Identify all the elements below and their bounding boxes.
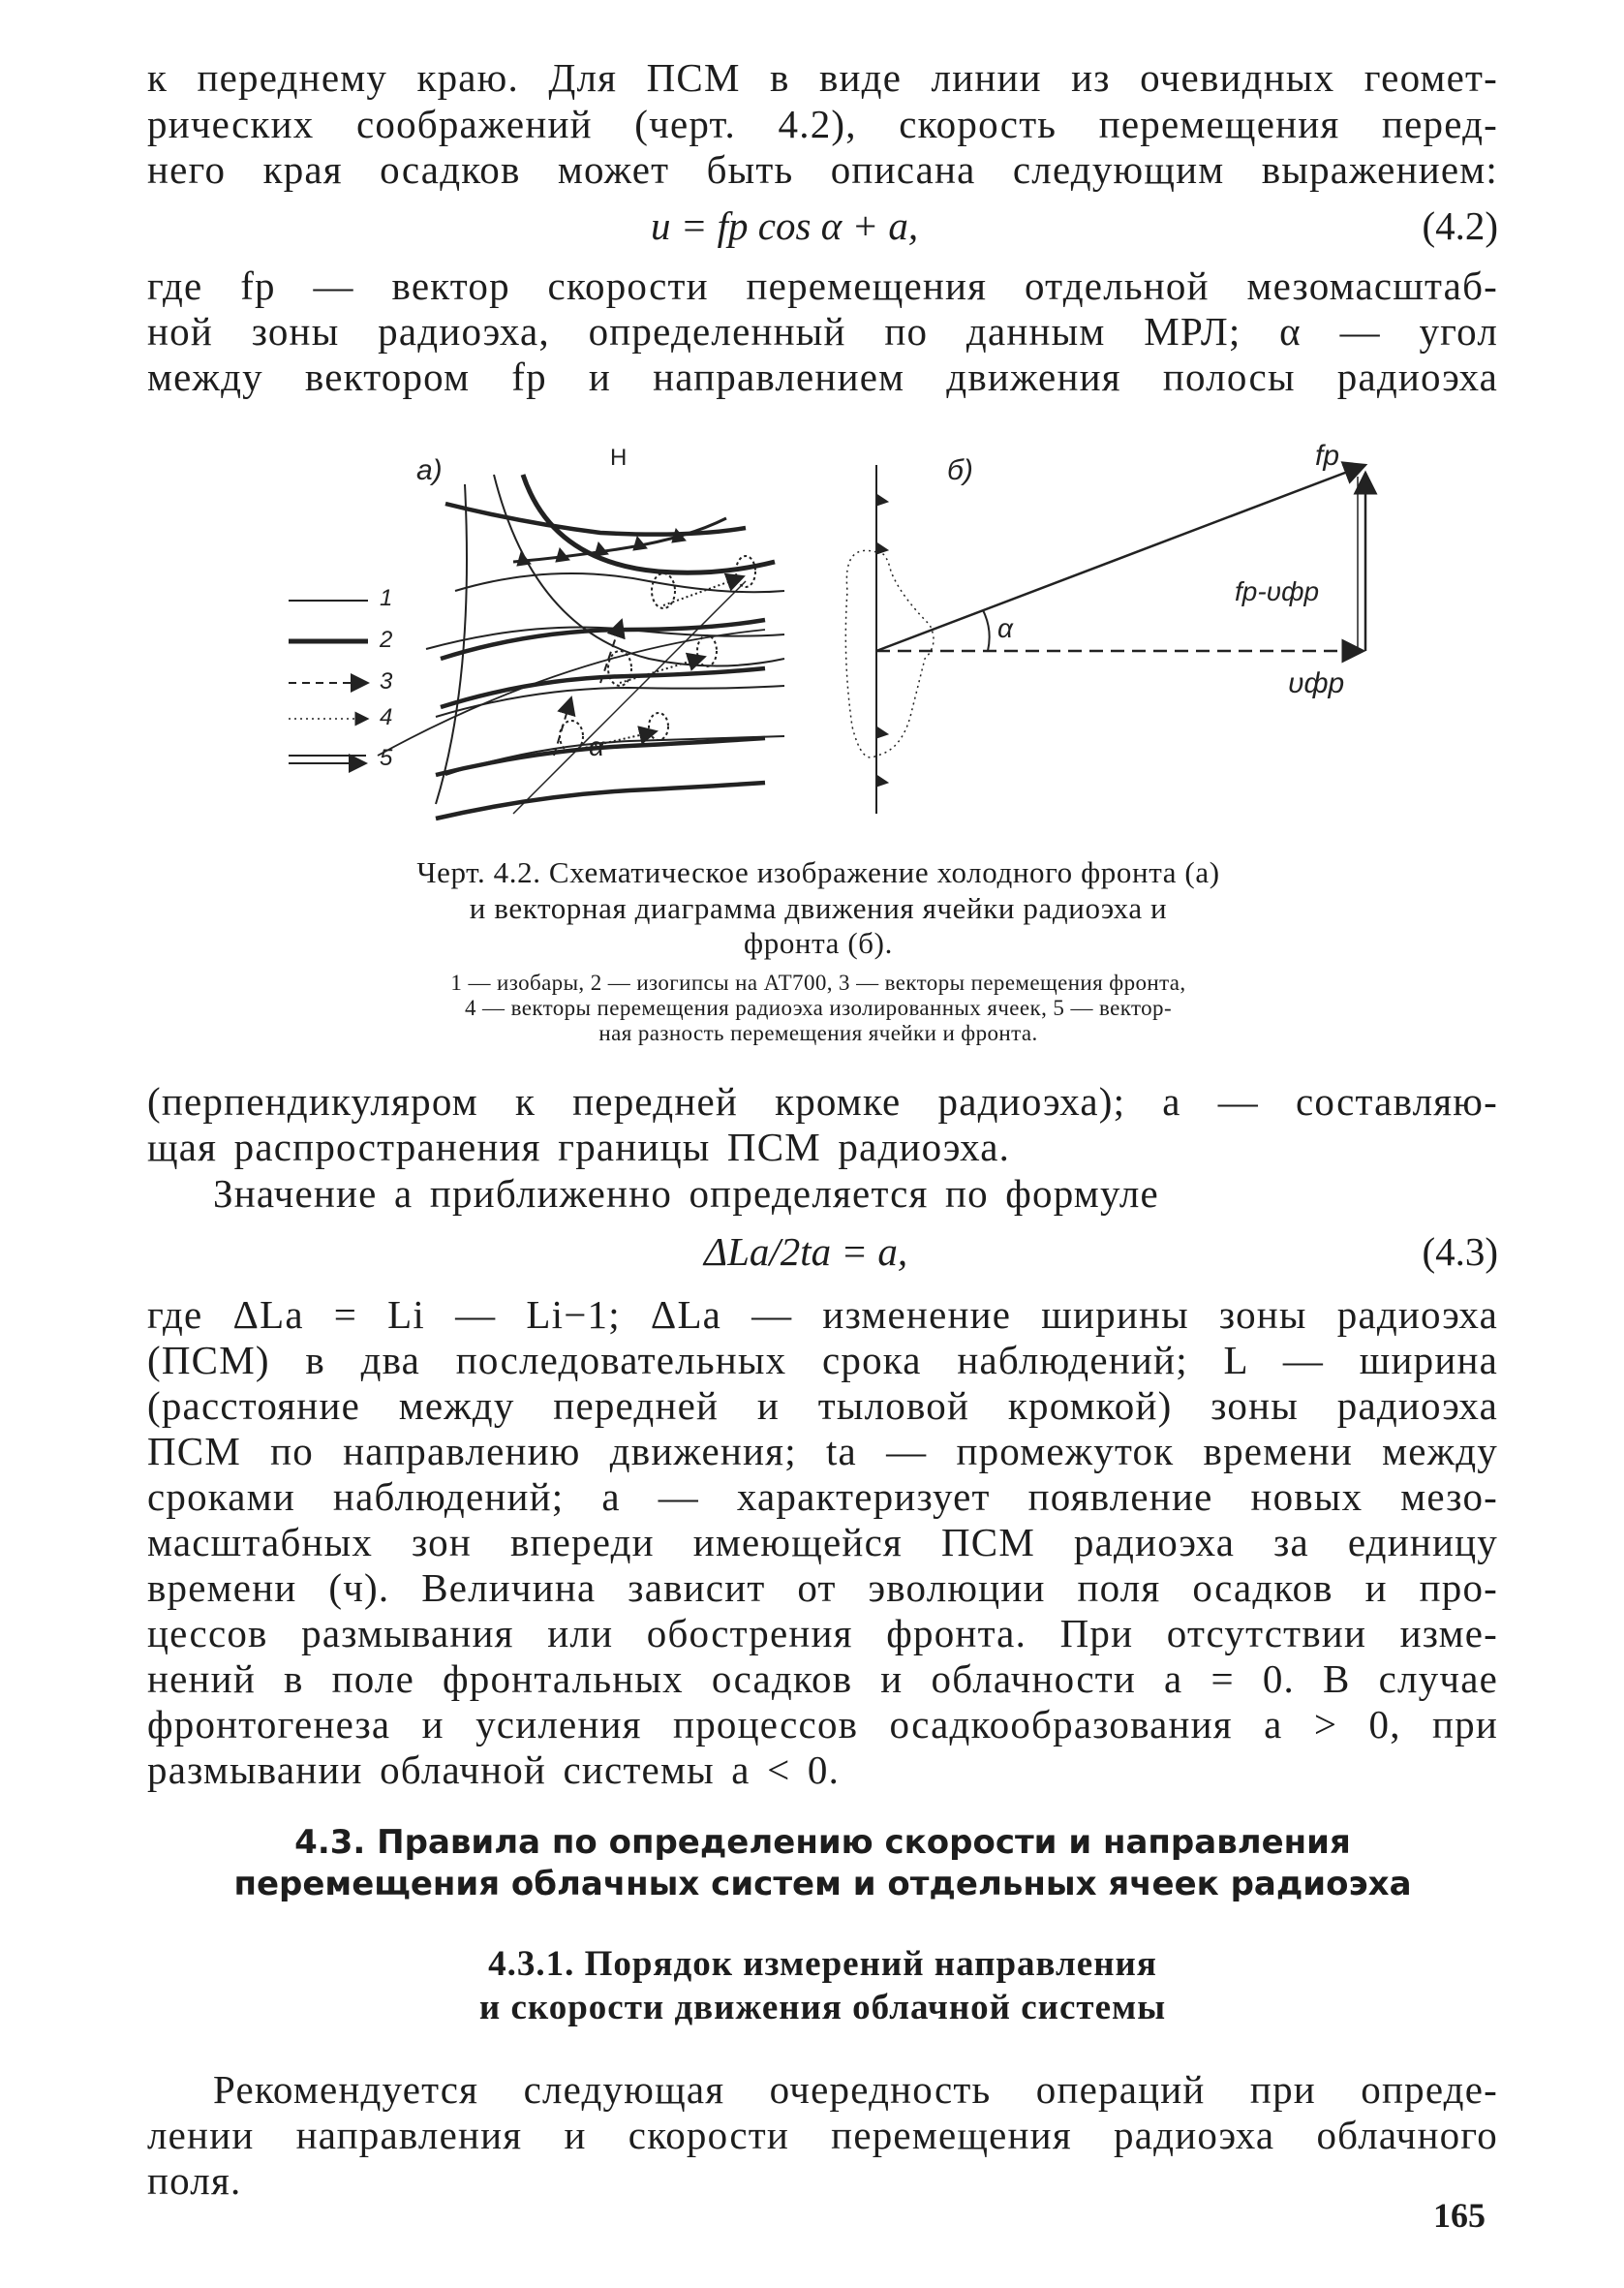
text-line: между вектором fр и направлением движения полосы радиоэха — [147, 355, 1498, 399]
pressure-low-label: Н — [610, 445, 628, 471]
panel-b-label: б) — [947, 454, 973, 486]
vector-fp-vfr-label: fр-υфр — [1235, 576, 1320, 606]
text-line: (перпендикуляром к передней кромке радиоэха); a — составляю- — [147, 1079, 1498, 1124]
figure-caption-note: 1 — изобары, 2 — изогипсы на АТ700, 3 — векторы перемещения фронта, — [450, 971, 1186, 995]
equation: u = fр cos α + a, — [651, 203, 919, 248]
text-line: поля. — [147, 2158, 242, 2203]
equation: ΔLa/2ta = a, — [704, 1229, 908, 1274]
text-line: Значение a приближенно определяется по формуле — [213, 1171, 1159, 1216]
figure-caption-note: 4 — векторы перемещения радиоэха изолированных ячеек, 5 — вектор- — [464, 996, 1172, 1020]
text-line: ПСМ по направлению движения; ta — промежуток времени между — [147, 1429, 1498, 1473]
alpha-label: α — [997, 613, 1013, 643]
text-line: рических соображений (черт. 4.2), скорость перемещения перед- — [147, 102, 1498, 146]
legend-number: 5 — [380, 745, 393, 771]
text-line: сроками наблюдений; a — характеризует появление новых мезо- — [147, 1474, 1498, 1519]
text-line: щая распространения границы ПСМ радиоэха. — [147, 1125, 1011, 1169]
figure-4-2 — [281, 436, 1385, 823]
text-line: размывании облачной системы a < 0. — [147, 1747, 841, 1792]
vector-vfr-label: υфр — [1288, 667, 1345, 699]
legend-number: 1 — [380, 585, 393, 611]
section-heading: 4.3. Правила по определению скорости и направления — [294, 1823, 1351, 1862]
vector-fp-label: fр — [1315, 440, 1340, 472]
text-line: к переднему краю. Для ПСМ в виде линии из очевидных геомет- — [147, 55, 1498, 100]
alpha-label: α — [589, 731, 604, 761]
text-line: (расстояние между передней и тыловой кромкой) зоны радиоэха — [147, 1383, 1498, 1428]
equation-number: (4.3) — [1422, 1229, 1498, 1274]
text-line: ной зоны радиоэха, определенный по данным МРЛ; α — угол — [147, 309, 1498, 354]
text-line: фронтогенеза и усиления процессов осадкообразования a > 0, при — [147, 1702, 1498, 1747]
figure-caption: Черт. 4.2. Схематическое изображение холодного фронта (а) — [416, 855, 1220, 889]
equation-number: (4.2) — [1422, 203, 1498, 248]
text-line: нений в поле фронтальных осадков и облачности a = 0. В случае — [147, 1656, 1498, 1701]
legend-number: 4 — [380, 704, 393, 730]
text-line: где ΔLa = Li — Li−1; ΔLa — изменение ширины зоны радиоэха — [147, 1292, 1498, 1337]
text-line: него края осадков может быть описана следующим выражением: — [147, 147, 1498, 192]
subsection-heading: 4.3.1. Порядок измерений направления — [488, 1944, 1157, 1984]
text-line: времени (ч). Величина зависит от эволюции поля осадков и про- — [147, 1565, 1498, 1610]
panel-a-label: а) — [416, 454, 443, 486]
figure-caption: фронта (б). — [744, 926, 893, 960]
text-line: где fр — вектор скорости перемещения отдельной мезомасштаб- — [147, 263, 1498, 308]
page-number: 165 — [1433, 2196, 1486, 2235]
text-line: лении направления и скорости перемещения радиоэха облачного — [147, 2113, 1498, 2157]
figure-legend — [289, 601, 368, 763]
text-line: цессов размывания или обострения фронта. При отсутствии изме- — [147, 1611, 1498, 1655]
section-heading: перемещения облачных систем и отдельных ячеек радиоэха — [233, 1865, 1412, 1903]
legend-number: 2 — [380, 627, 393, 653]
panel-a-diagram — [378, 475, 784, 819]
equation-row — [147, 1228, 1498, 1275]
figure-caption: и векторная диаграмма движения ячейки радиоэха и — [469, 891, 1168, 925]
text-line: (ПСМ) в два последовательных срока наблюдений; L — ширина — [147, 1338, 1498, 1382]
legend-number: 3 — [380, 668, 393, 695]
text-line: масштабных зон впереди имеющейся ПСМ радиоэха за единицу — [147, 1520, 1498, 1564]
text-line: Рекомендуется следующая очередность операций при опреде- — [213, 2067, 1498, 2112]
panel-b-diagram — [845, 465, 1365, 814]
figure-caption-note: ная разность перемещения ячейки и фронта. — [598, 1021, 1038, 1045]
subsection-heading: и скорости движения облачной системы — [478, 1988, 1167, 2027]
equation-row — [147, 202, 1498, 249]
